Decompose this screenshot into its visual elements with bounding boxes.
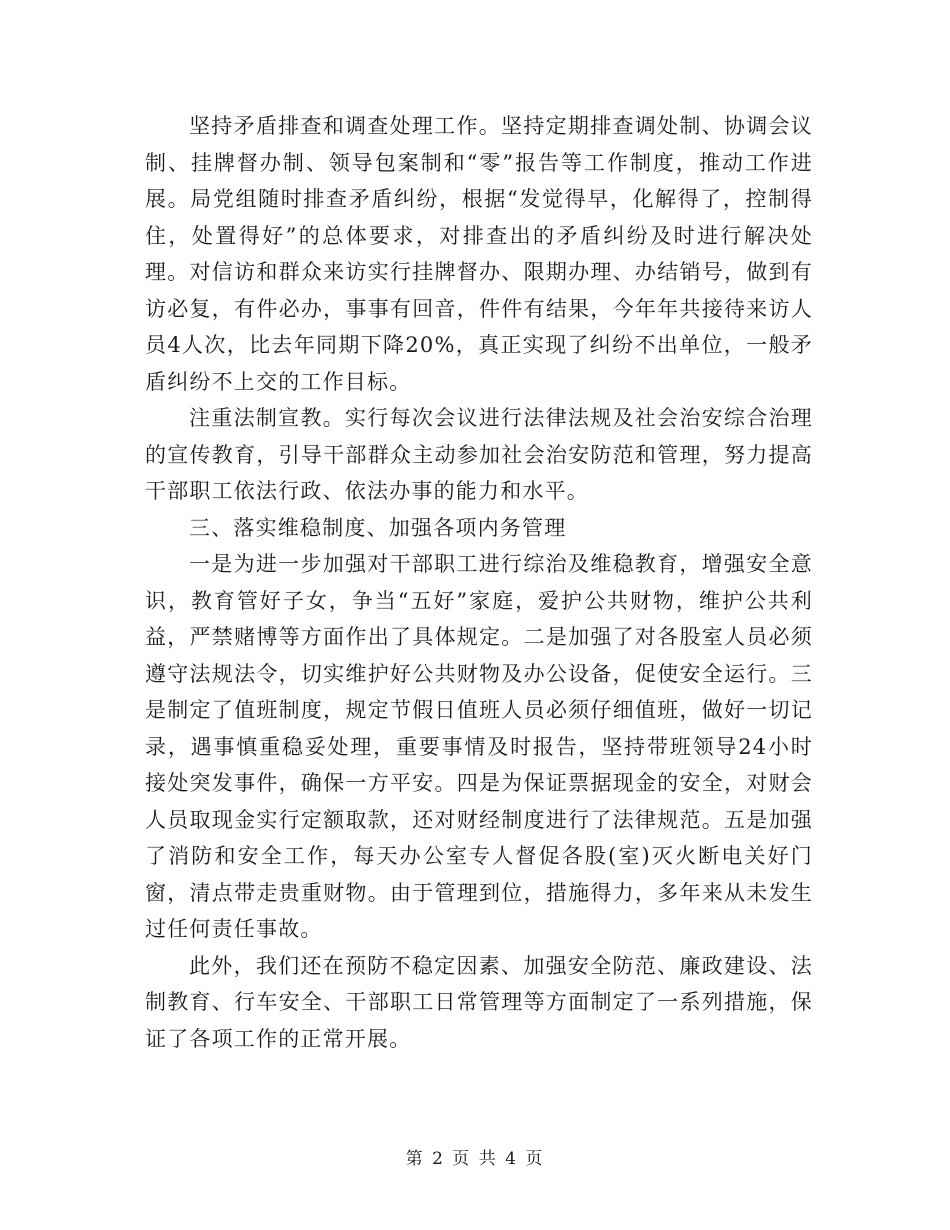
document-body [145, 108, 813, 1057]
paragraph-dispute-handling: 坚持矛盾排查和调查处理工作。坚持定期排查调处制、协调会议制、挂牌督办制、领导包案制和“零”报告等工作制度，推动工作进展。局党组随时排查矛盾纠纷，根据“发觉得早，化解得了，控制得住，处置得好”的总体要求，对排查出的矛盾纠纷及时进行解决处理。对信访和群众来访实行挂牌督办、限期办理、办结销号，做到有访必复，有件必办，事事有回音，件件有结果，今年年共接待来访人员4人次，比去年同期下降20%，真正实现了纠纷不出单位，一般矛盾纠纷不上交的工作目标。 [145, 114, 813, 394]
page-number-footer: 第 2 页 共 4 页 [405, 1149, 545, 1169]
paragraph-other-measures: 此外，我们还在预防不稳定因素、加强安全防范、廉政建设、法制教育、行车安全、干部职工日常管理等方面制定了一系列措施，保证了各项工作的正常开展。 [145, 953, 813, 1051]
paragraph-internal-management: 一是为进一步加强对干部职工进行综治及维稳教育，增强安全意识，教育管好子女，争当“五好”家庭，爱护公共财物，维护公共利益，严禁赌博等方面作出了具体规定。二是加强了对各股室人员必须遵守法规法令，切实维护好公共财物及办公设备，促使安全运行。三是制定了值班制度，规定节假日值班人员必须仔细值班，做好一切记录，遇事慎重稳妥处理，重要事情及时报告，坚持带班领导24小时接处突发事件，确保一方平安。四是为保证票据现金的安全，对财会人员取现金实行定额取款，还对财经制度进行了法律规范。五是加强了消防和安全工作，每天办公室专人督促各股(室)灭火断电关好门窗，清点带走贵重财物。由于管理到位，措施得力，多年来从未发生过任何责任事故。 [145, 552, 813, 941]
paragraph-legal-education: 注重法制宣教。实行每次会议进行法律法规及社会治安综合治理的宣传教育，引导干部群众主动参加社会治安防范和管理，努力提高干部职工依法行政、依法办事的能力和水平。 [145, 406, 813, 503]
section-heading: 三、落实维稳制度、加强各项内务管理 [189, 515, 567, 540]
